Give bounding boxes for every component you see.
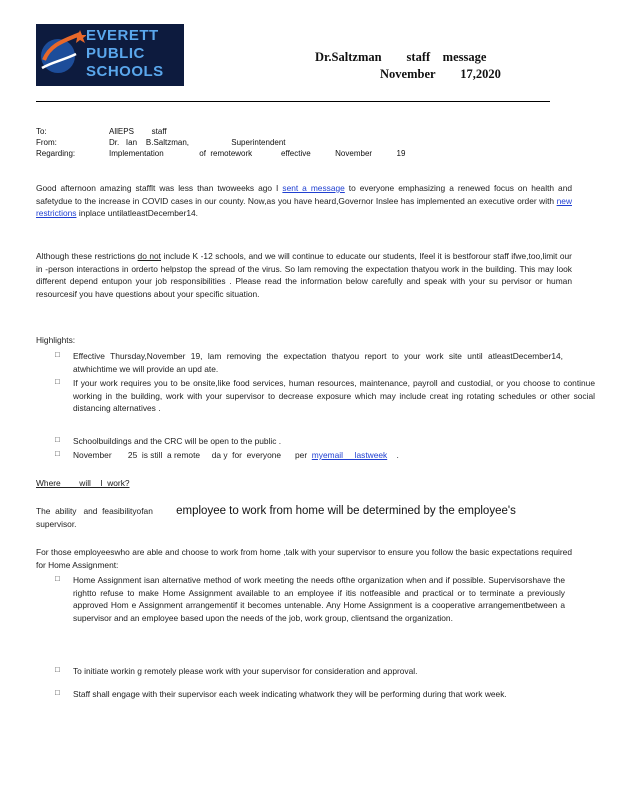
highlight-item-3: Schoolbuildings and the CRC will be open to the public . <box>73 436 282 446</box>
memo-date: November 17,2020 <box>380 67 501 81</box>
intro-paragraph <box>36 182 572 220</box>
bullet-icon: □ <box>55 377 60 386</box>
ability-paragraph-line <box>36 505 572 518</box>
expectations-paragraph: For those employeeswho are able and choose to work from home ,talk with your supervisor to ensure you follow the basic expectations required for Home Assignment: <box>36 547 572 570</box>
highlight-item-2: If your work requires you to be onsite,like food services, human resources, maintenance, payroll and custodial, or you choose to continue working in the building, work with your supervisor to decrease exposure which may include creat ing rotating schedules or other social distancing alternatives . <box>73 378 595 413</box>
regarding-label: Regarding: <box>36 149 76 158</box>
highlight-item-1: Effective Thursday,November 19, lam removing the expectation thatyou report to your work site until atleastDecember14, atwhichtime we will provide an upd ate. <box>73 351 563 374</box>
bullet-icon: □ <box>55 350 60 359</box>
where-will-i-work-heading: Where will I work? <box>36 478 130 488</box>
new-restrictions-link[interactable]: new restrictions <box>36 195 572 218</box>
to-label: To: <box>36 127 47 136</box>
initiate-remote-item: To initiate workin g remotely please work with your supervisor for consideration and approval. <box>73 666 418 676</box>
my-email-last-week-link[interactable]: myemail lastweek <box>311 450 388 460</box>
restrictions-text-2: include K -12 schools, and we will continue to educate our students, Ifeel it is bestforour staff ifwe,too,limit our in -person interactions in orderto helpstop the spread of the virus. So lam removing the expectation thatyou work in the building. This may look different depend entupon your job responsibilities . Please read the information below carefully and speak with your su pervisor or human resourcesif you have questions about your specific situation. <box>36 251 572 299</box>
ability-text-1: The ability and feasibilityofan <box>36 506 177 516</box>
weekly-engagement-item: Staff shall engage with their supervisor each week indicating whatwork they will be performing during that work week. <box>73 689 507 699</box>
bullet-icon: □ <box>55 435 60 444</box>
bullet-icon: □ <box>55 574 60 583</box>
restrictions-text-1: Although these restrictions <box>36 251 138 261</box>
sent-a-message-link[interactable]: sent a message <box>282 183 345 193</box>
logo-line-everett: EVERETT <box>86 27 159 44</box>
intro-text-2: to everyone emphasizing a renewed focus on health and safetydue to the increase in COVID cases in our county. Now,as you have heard,Governor Inslee has implemented an executive order with <box>36 183 573 206</box>
highlight-item-4 <box>73 449 563 462</box>
highlight-item-4-text: November 25 is still a remote da y for everyone per <box>73 450 312 460</box>
header-divider <box>36 101 550 102</box>
memo-title: Dr.Saltzman staff message <box>315 50 487 64</box>
ability-paragraph-end: supervisor. <box>36 519 77 529</box>
bullet-icon: □ <box>55 665 60 674</box>
restrictions-paragraph <box>36 250 572 300</box>
regarding-value: Implementation of remotework effective November 19 <box>109 149 406 158</box>
ability-text-2: employee to work from home will be determined by the employee's <box>176 505 516 517</box>
home-assignment-item: Home Assignment isan alternative method of work meeting the needs ofthe organization when and if possible. Supervisorshave the rightto refuse to make Home Assignment available to an employee if itis notfeasible and practical or to terminate a previously approved Hom e Assignment arrangementif it becomes untenable. Any Home Assignment is a cooperative arrangementbetween a supervisor and an employee based upon the needs of the job, work group, clientsand the organization. <box>73 575 565 623</box>
intro-text-3: inplace untilatleastDecember14. <box>76 208 199 218</box>
from-label: From: <box>36 138 57 147</box>
logo-line-schools: SCHOOLS <box>86 63 164 80</box>
everett-public-schools-logo <box>36 24 184 86</box>
globe-swoosh-icon <box>36 24 86 86</box>
to-value: AllEPS staff <box>109 127 167 136</box>
from-value: Dr. Ian B.Saltzman, Superintendent <box>109 138 286 147</box>
intro-text-1: Good afternoon amazing stafflt was less than twoweeks ago I <box>36 183 283 193</box>
do-not-emphasis: do not <box>137 251 162 261</box>
highlights-heading: Highlights: <box>36 335 76 345</box>
logo-line-public: PUBLIC <box>86 45 145 62</box>
highlight-item-4-end: . <box>387 450 399 460</box>
memo-meta <box>36 127 576 167</box>
bullet-icon: □ <box>55 449 60 458</box>
bullet-icon: □ <box>55 688 60 697</box>
